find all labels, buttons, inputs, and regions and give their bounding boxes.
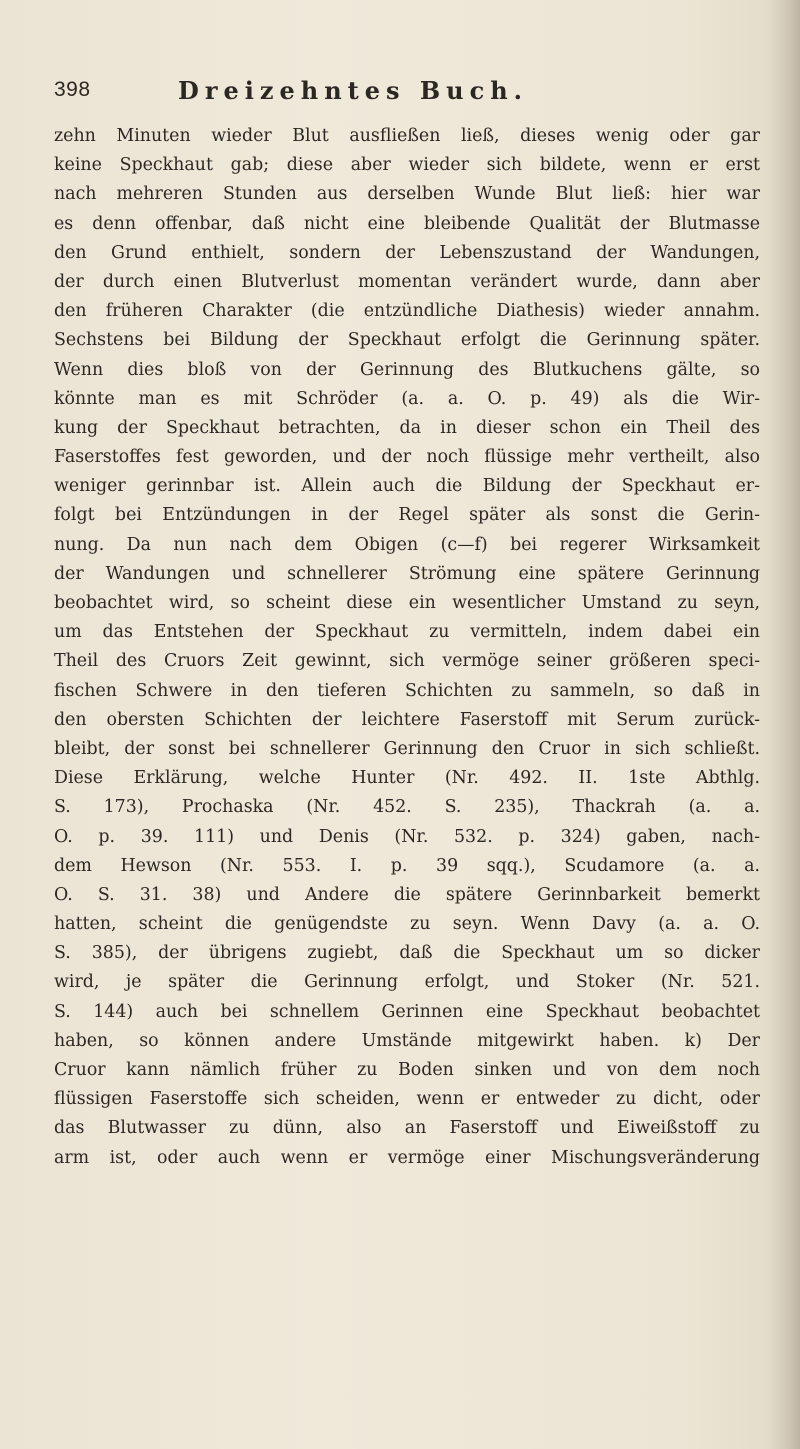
running-title: Dreizehntes Buch. (178, 76, 529, 105)
text-line: folgt bei Entzündungen in der Regel später als sonst die Gerin- (54, 505, 760, 526)
text-line: um das Entstehen der Speckhaut zu vermitteln, indem dabei ein (54, 622, 760, 643)
text-line: es denn offenbar, daß nicht eine bleibende Qualität der Blutmasse (54, 213, 760, 234)
text-line: den Grund enthielt, sondern der Lebenszustand der Wandungen, (54, 242, 760, 263)
page-header (54, 78, 714, 112)
text-line: Wenn dies bloß von der Gerinnung des Blutkuchens gälte, so (54, 359, 760, 380)
text-line: zehn Minuten wieder Blut ausfließen ließ, dieses wenig oder gar (54, 126, 760, 146)
text-line: den früheren Charakter (die entzündliche Diathesis) wieder annahm. (54, 301, 760, 322)
page-number: 398 (54, 78, 91, 101)
text-line: der durch einen Blutverlust momentan verändert wurde, dann aber (54, 271, 760, 292)
text-line: nung. Da nun nach dem Obigen (c—f) bei regerer Wirksamkeit (54, 534, 760, 555)
text-line: arm ist, oder auch wenn er vermöge einer Mischungsveränderung (54, 1147, 760, 1168)
text-line: fischen Schwere in den tieferen Schichten zu sammeln, so daß in (54, 680, 760, 701)
text-line: beobachtet wird, so scheint diese ein wesentlicher Umstand zu seyn, (54, 593, 760, 613)
body-text (54, 122, 760, 1173)
text-line: flüssigen Faserstoffe sich scheiden, wenn er entweder zu dicht, oder (54, 1089, 760, 1110)
text-line: wird, je später die Gerinnung erfolgt, und Stoker (Nr. 521. (54, 972, 760, 993)
text-line: bleibt, der sonst bei schnellerer Gerinnung den Cruor in sich schließt. (54, 738, 760, 759)
text-line: Cruor kann nämlich früher zu Boden sinken und von dem noch (54, 1060, 760, 1080)
text-line: S. 173), Prochaska (Nr. 452. S. 235), Thackrah (a. a. (54, 797, 760, 818)
text-line: Theil des Cruors Zeit gewinnt, sich vermöge seiner größeren speci- (54, 651, 760, 672)
text-line: Faserstoffes fest geworden, und der noch flüssige mehr vertheilt, also (54, 447, 760, 468)
text-line: dem Hewson (Nr. 553. I. p. 39 sqq.), Scudamore (a. a. (54, 855, 760, 876)
text-line: keine Speckhaut gab; diese aber wieder sich bildete, wenn er erst (54, 155, 760, 176)
text-line: das Blutwasser zu dünn, also an Faserstoff und Eiweißstoff zu (54, 1118, 760, 1139)
text-line: weniger gerinnbar ist. Allein auch die Bildung der Speckhaut er- (54, 476, 760, 497)
text-line: der Wandungen und schnellerer Strömung eine spätere Gerinnung (54, 563, 760, 584)
text-line: hatten, scheint die genügendste zu seyn. Wenn Davy (a. a. O. (54, 914, 760, 935)
text-line: O. S. 31. 38) und Andere die spätere Gerinnbarkeit bemerkt (54, 884, 760, 905)
text-line: haben, so können andere Umstände mitgewirkt haben. k) Der (54, 1030, 760, 1051)
text-line: kung der Speckhaut betrachten, da in dieser schon ein Theil des (54, 417, 760, 438)
text-line: nach mehreren Stunden aus derselben Wunde Blut ließ: hier war (54, 184, 760, 205)
text-line: Sechstens bei Bildung der Speckhaut erfolgt die Gerinnung später. (54, 330, 760, 351)
text-line: den obersten Schichten der leichtere Faserstoff mit Serum zurück- (54, 709, 760, 730)
text-line: Diese Erklärung, welche Hunter (Nr. 492. II. 1ste Abthlg. (54, 768, 760, 789)
text-line: O. p. 39. 111) und Denis (Nr. 532. p. 324) gaben, nach- (54, 826, 760, 847)
text-line: S. 385), der übrigens zugiebt, daß die Speckhaut um so dicker (54, 943, 760, 964)
page-edge-shadow (766, 0, 800, 1449)
text-line: könnte man es mit Schröder (a. a. O. p. 49) als die Wir- (54, 388, 760, 409)
text-line: S. 144) auch bei schnellem Gerinnen eine Speckhaut beobachtet (54, 1001, 760, 1022)
